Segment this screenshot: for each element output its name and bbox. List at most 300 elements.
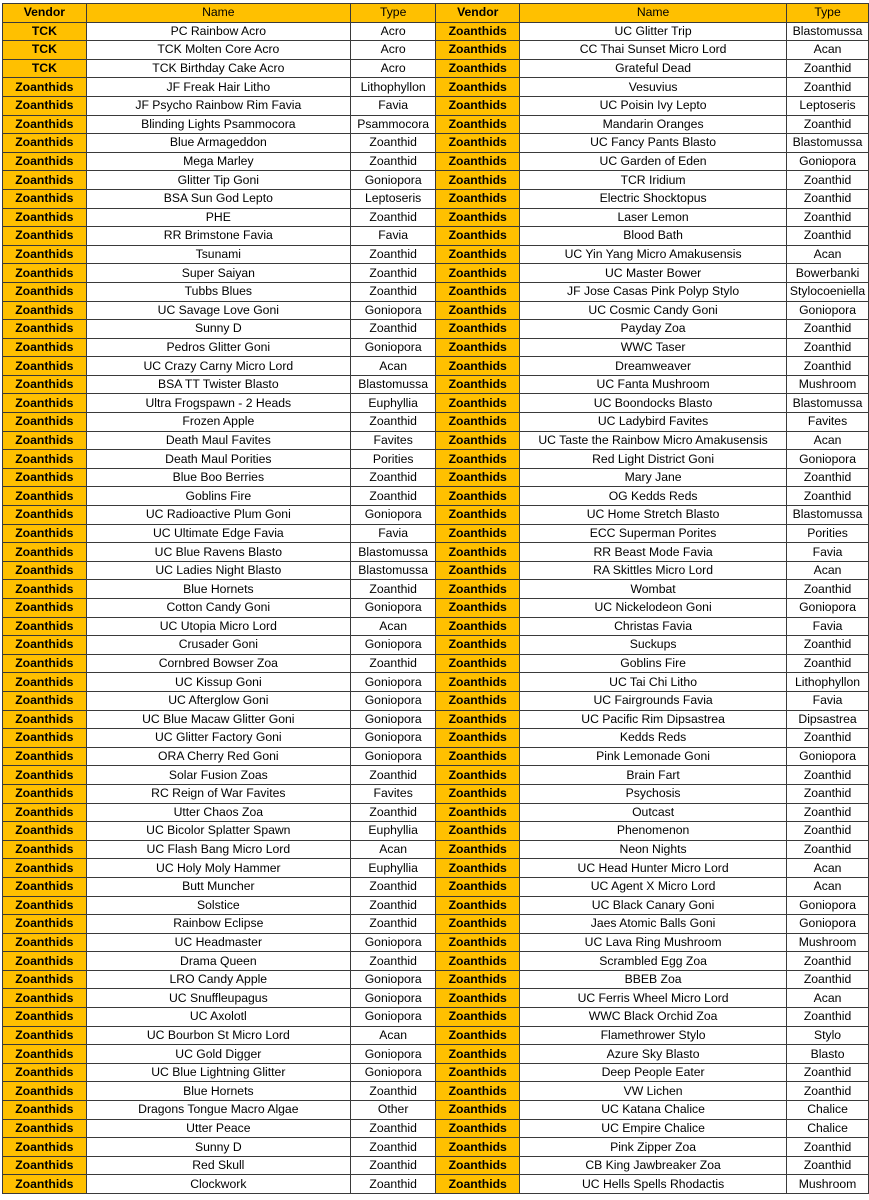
- type-cell: Zoanthid: [350, 896, 435, 915]
- name-cell: UC Ferris Wheel Micro Lord: [520, 989, 787, 1008]
- vendor-cell: Zoanthids: [3, 654, 87, 673]
- type-cell: Zoanthid: [350, 803, 435, 822]
- vendor-cell: TCK: [3, 22, 87, 41]
- type-cell: Zoanthid: [787, 970, 869, 989]
- vendor-cell: Zoanthids: [436, 729, 520, 748]
- name-cell: TCK Birthday Cake Acro: [86, 59, 350, 78]
- table-row: [3, 859, 869, 878]
- type-cell: Zoanthid: [787, 487, 869, 506]
- name-cell: UC Home Stretch Blasto: [520, 506, 787, 525]
- vendor-cell: Zoanthids: [436, 915, 520, 934]
- vendor-cell: Zoanthids: [3, 506, 87, 525]
- vendor-cell: Zoanthids: [3, 747, 87, 766]
- type-cell: Goniopora: [787, 747, 869, 766]
- type-cell: Zoanthid: [787, 729, 869, 748]
- name-cell: RR Brimstone Favia: [86, 227, 350, 246]
- table-row: [3, 784, 869, 803]
- type-cell: Goniopora: [350, 636, 435, 655]
- name-cell: UC Taste the Rainbow Micro Amakusensis: [520, 431, 787, 450]
- vendor-cell: Zoanthids: [3, 208, 87, 227]
- name-cell: BSA TT Twister Blasto: [86, 375, 350, 394]
- vendor-cell: Zoanthids: [3, 859, 87, 878]
- table-row: [3, 394, 869, 413]
- vendor-cell: Zoanthids: [3, 784, 87, 803]
- vendor-cell: Zoanthids: [3, 171, 87, 190]
- vendor-cell: Zoanthids: [436, 96, 520, 115]
- vendor-cell: Zoanthids: [436, 617, 520, 636]
- type-cell: Stylocoeniella: [787, 282, 869, 301]
- type-cell: Zoanthid: [350, 1138, 435, 1157]
- vendor-cell: Zoanthids: [3, 524, 87, 543]
- type-cell: Zoanthid: [787, 1156, 869, 1175]
- type-cell: Zoanthid: [350, 1175, 435, 1194]
- type-cell: Dipsastrea: [787, 710, 869, 729]
- name-cell: UC Boondocks Blasto: [520, 394, 787, 413]
- name-cell: Cornbred Bowser Zoa: [86, 654, 350, 673]
- type-cell: Zoanthid: [350, 152, 435, 171]
- name-cell: Rainbow Eclipse: [86, 915, 350, 934]
- type-cell: Goniopora: [350, 599, 435, 618]
- vendor-cell: Zoanthids: [3, 877, 87, 896]
- table-row: [3, 673, 869, 692]
- table-row: [3, 561, 869, 580]
- type-cell: Zoanthid: [350, 915, 435, 934]
- type-cell: Goniopora: [350, 691, 435, 710]
- name-cell: Drama Queen: [86, 952, 350, 971]
- type-cell: Goniopora: [350, 171, 435, 190]
- header-row: [3, 4, 869, 23]
- vendor-cell: Zoanthids: [436, 41, 520, 60]
- type-cell: Zoanthid: [350, 413, 435, 432]
- table-row: [3, 96, 869, 115]
- type-cell: Zoanthid: [787, 171, 869, 190]
- table-row: [3, 152, 869, 171]
- type-cell: Acan: [787, 561, 869, 580]
- type-cell: Zoanthid: [787, 654, 869, 673]
- name-cell: RA Skittles Micro Lord: [520, 561, 787, 580]
- name-cell: LRO Candy Apple: [86, 970, 350, 989]
- name-cell: JF Freak Hair Litho: [86, 78, 350, 97]
- name-cell: Solar Fusion Zoas: [86, 766, 350, 785]
- type-cell: Goniopora: [350, 989, 435, 1008]
- type-cell: Goniopora: [350, 338, 435, 357]
- vendor-cell: Zoanthids: [436, 1156, 520, 1175]
- vendor-cell: Zoanthids: [3, 543, 87, 562]
- table-row: [3, 189, 869, 208]
- type-cell: Zoanthid: [787, 59, 869, 78]
- name-cell: UC Glitter Factory Goni: [86, 729, 350, 748]
- table-row: [3, 989, 869, 1008]
- type-cell: Leptoseris: [350, 189, 435, 208]
- vendor-cell: Zoanthids: [436, 896, 520, 915]
- vendor-cell: Zoanthids: [3, 301, 87, 320]
- name-cell: Blue Armageddon: [86, 134, 350, 153]
- type-cell: Zoanthid: [787, 1063, 869, 1082]
- vendor-cell: Zoanthids: [436, 710, 520, 729]
- name-cell: Goblins Fire: [520, 654, 787, 673]
- vendor-cell: Zoanthids: [436, 1175, 520, 1194]
- name-cell: UC Poisin Ivy Lepto: [520, 96, 787, 115]
- table-row: [3, 208, 869, 227]
- name-cell: Wombat: [520, 580, 787, 599]
- vendor-cell: Zoanthids: [436, 78, 520, 97]
- vendor-cell: Zoanthids: [436, 189, 520, 208]
- vendor-cell: Zoanthids: [436, 134, 520, 153]
- type-cell: Chalice: [787, 1101, 869, 1120]
- vendor-cell: Zoanthids: [436, 784, 520, 803]
- type-cell: Lithophyllon: [350, 78, 435, 97]
- name-cell: BSA Sun God Lepto: [86, 189, 350, 208]
- vendor-cell: Zoanthids: [436, 338, 520, 357]
- table-row: [3, 264, 869, 283]
- vendor-cell: Zoanthids: [3, 487, 87, 506]
- type-cell: Bowerbanki: [787, 264, 869, 283]
- name-cell: UC Cosmic Candy Goni: [520, 301, 787, 320]
- name-cell: UC Blue Macaw Glitter Goni: [86, 710, 350, 729]
- name-cell: OG Kedds Reds: [520, 487, 787, 506]
- table-row: [3, 171, 869, 190]
- table-row: [3, 468, 869, 487]
- vendor-cell: Zoanthids: [3, 375, 87, 394]
- type-cell: Favia: [787, 543, 869, 562]
- type-cell: Acan: [350, 840, 435, 859]
- vendor-cell: Zoanthids: [3, 431, 87, 450]
- name-cell: CC Thai Sunset Micro Lord: [520, 41, 787, 60]
- vendor-cell: Zoanthids: [3, 691, 87, 710]
- name-cell: Kedds Reds: [520, 729, 787, 748]
- name-cell: Death Maul Porities: [86, 450, 350, 469]
- type-cell: Blastomussa: [787, 394, 869, 413]
- vendor-cell: Zoanthids: [3, 952, 87, 971]
- type-cell: Zoanthid: [350, 1119, 435, 1138]
- name-cell: UC Axolotl: [86, 1008, 350, 1027]
- vendor-cell: Zoanthids: [436, 543, 520, 562]
- name-cell: Blue Boo Berries: [86, 468, 350, 487]
- type-cell: Goniopora: [787, 450, 869, 469]
- type-cell: Acro: [350, 22, 435, 41]
- vendor-cell: Zoanthids: [3, 580, 87, 599]
- vendor-cell: Zoanthids: [3, 803, 87, 822]
- type-cell: Psammocora: [350, 115, 435, 134]
- name-cell: Pink Lemonade Goni: [520, 747, 787, 766]
- name-cell: Christas Favia: [520, 617, 787, 636]
- vendor-cell: Zoanthids: [3, 450, 87, 469]
- type-cell: Mushroom: [787, 375, 869, 394]
- vendor-cell: Zoanthids: [3, 115, 87, 134]
- name-cell: Grateful Dead: [520, 59, 787, 78]
- name-cell: UC Master Bower: [520, 264, 787, 283]
- vendor-cell: Zoanthids: [3, 1156, 87, 1175]
- name-cell: BBEB Zoa: [520, 970, 787, 989]
- table-row: [3, 840, 869, 859]
- vendor-cell: Zoanthids: [436, 375, 520, 394]
- vendor-cell: Zoanthids: [436, 1045, 520, 1064]
- type-cell: Zoanthid: [350, 877, 435, 896]
- name-cell: JF Psycho Rainbow Rim Favia: [86, 96, 350, 115]
- name-cell: UC Pacific Rim Dipsastrea: [520, 710, 787, 729]
- table-row: [3, 487, 869, 506]
- name-cell: UC Hells Spells Rhodactis: [520, 1175, 787, 1194]
- table-row: [3, 710, 869, 729]
- header-type-2: Type: [787, 4, 869, 23]
- type-cell: Zoanthid: [787, 78, 869, 97]
- vendor-cell: Zoanthids: [436, 282, 520, 301]
- vendor-cell: Zoanthids: [436, 561, 520, 580]
- vendor-cell: Zoanthids: [3, 152, 87, 171]
- vendor-cell: Zoanthids: [436, 636, 520, 655]
- name-cell: Vesuvius: [520, 78, 787, 97]
- table-row: [3, 1008, 869, 1027]
- name-cell: Outcast: [520, 803, 787, 822]
- type-cell: Zoanthid: [350, 134, 435, 153]
- type-cell: Zoanthid: [350, 654, 435, 673]
- name-cell: Psychosis: [520, 784, 787, 803]
- type-cell: Acan: [787, 41, 869, 60]
- table-row: [3, 78, 869, 97]
- type-cell: Blastomussa: [787, 134, 869, 153]
- type-cell: Lithophyllon: [787, 673, 869, 692]
- table-row: [3, 1063, 869, 1082]
- vendor-cell: Zoanthids: [436, 1008, 520, 1027]
- vendor-cell: Zoanthids: [3, 78, 87, 97]
- type-cell: Goniopora: [350, 1008, 435, 1027]
- vendor-cell: Zoanthids: [3, 1175, 87, 1194]
- vendor-cell: Zoanthids: [3, 1063, 87, 1082]
- table-row: [3, 636, 869, 655]
- table-row: [3, 970, 869, 989]
- name-cell: UC Katana Chalice: [520, 1101, 787, 1120]
- vendor-cell: Zoanthids: [3, 599, 87, 618]
- name-cell: Brain Fart: [520, 766, 787, 785]
- name-cell: Blue Hornets: [86, 1082, 350, 1101]
- vendor-cell: Zoanthids: [436, 468, 520, 487]
- vendor-cell: Zoanthids: [436, 691, 520, 710]
- type-cell: Acan: [787, 431, 869, 450]
- type-cell: Zoanthid: [350, 282, 435, 301]
- vendor-cell: Zoanthids: [436, 450, 520, 469]
- type-cell: Acro: [350, 41, 435, 60]
- type-cell: Favia: [350, 227, 435, 246]
- vendor-cell: Zoanthids: [436, 840, 520, 859]
- type-cell: Porities: [350, 450, 435, 469]
- vendor-cell: Zoanthids: [3, 729, 87, 748]
- type-cell: Favites: [350, 784, 435, 803]
- name-cell: Death Maul Favites: [86, 431, 350, 450]
- table-row: [3, 747, 869, 766]
- name-cell: PHE: [86, 208, 350, 227]
- table-row: [3, 1138, 869, 1157]
- name-cell: Glitter Tip Goni: [86, 171, 350, 190]
- vendor-cell: Zoanthids: [436, 152, 520, 171]
- table-row: [3, 320, 869, 339]
- table-row: [3, 282, 869, 301]
- type-cell: Goniopora: [787, 896, 869, 915]
- type-cell: Goniopora: [350, 301, 435, 320]
- name-cell: Mega Marley: [86, 152, 350, 171]
- type-cell: Zoanthid: [787, 803, 869, 822]
- name-cell: UC Fancy Pants Blasto: [520, 134, 787, 153]
- name-cell: Cotton Candy Goni: [86, 599, 350, 618]
- name-cell: Sunny D: [86, 1138, 350, 1157]
- name-cell: UC Fairgrounds Favia: [520, 691, 787, 710]
- vendor-cell: Zoanthids: [3, 710, 87, 729]
- type-cell: Goniopora: [787, 915, 869, 934]
- vendor-cell: Zoanthids: [436, 933, 520, 952]
- type-cell: Zoanthid: [787, 784, 869, 803]
- type-cell: Zoanthid: [350, 1082, 435, 1101]
- name-cell: UC Holy Moly Hammer: [86, 859, 350, 878]
- vendor-cell: TCK: [3, 59, 87, 78]
- table-row: [3, 915, 869, 934]
- name-cell: UC Glitter Trip: [520, 22, 787, 41]
- name-cell: Scrambled Egg Zoa: [520, 952, 787, 971]
- vendor-cell: Zoanthids: [436, 115, 520, 134]
- type-cell: Zoanthid: [787, 952, 869, 971]
- vendor-cell: Zoanthids: [436, 822, 520, 841]
- type-cell: Porities: [787, 524, 869, 543]
- vendor-cell: Zoanthids: [436, 952, 520, 971]
- type-cell: Leptoseris: [787, 96, 869, 115]
- name-cell: Tsunami: [86, 245, 350, 264]
- name-cell: UC Fanta Mushroom: [520, 375, 787, 394]
- type-cell: Favites: [350, 431, 435, 450]
- name-cell: Deep People Eater: [520, 1063, 787, 1082]
- vendor-cell: Zoanthids: [436, 506, 520, 525]
- type-cell: Zoanthid: [350, 320, 435, 339]
- table-row: [3, 877, 869, 896]
- name-cell: Butt Muncher: [86, 877, 350, 896]
- type-cell: Zoanthid: [787, 840, 869, 859]
- vendor-cell: Zoanthids: [436, 1026, 520, 1045]
- name-cell: UC Savage Love Goni: [86, 301, 350, 320]
- type-cell: Goniopora: [350, 1045, 435, 1064]
- name-cell: Blue Hornets: [86, 580, 350, 599]
- type-cell: Zoanthid: [350, 264, 435, 283]
- vendor-cell: Zoanthids: [436, 580, 520, 599]
- name-cell: UC Head Hunter Micro Lord: [520, 859, 787, 878]
- type-cell: Zoanthid: [350, 487, 435, 506]
- type-cell: Acro: [350, 59, 435, 78]
- vendor-cell: Zoanthids: [436, 394, 520, 413]
- type-cell: Zoanthid: [350, 468, 435, 487]
- vendor-cell: Zoanthids: [436, 487, 520, 506]
- name-cell: TCK Molten Core Acro: [86, 41, 350, 60]
- type-cell: Acan: [787, 877, 869, 896]
- vendor-cell: Zoanthids: [436, 208, 520, 227]
- vendor-cell: Zoanthids: [3, 1119, 87, 1138]
- table-row: [3, 1045, 869, 1064]
- table-row: [3, 22, 869, 41]
- vendor-cell: Zoanthids: [436, 766, 520, 785]
- table-row: [3, 1119, 869, 1138]
- table-row: [3, 1082, 869, 1101]
- name-cell: ECC Superman Porites: [520, 524, 787, 543]
- name-cell: Frozen Apple: [86, 413, 350, 432]
- table-row: [3, 580, 869, 599]
- vendor-cell: Zoanthids: [3, 96, 87, 115]
- vendor-cell: Zoanthids: [3, 840, 87, 859]
- name-cell: UC Yin Yang Micro Amakusensis: [520, 245, 787, 264]
- type-cell: Favites: [787, 413, 869, 432]
- name-cell: UC Blue Lightning Glitter: [86, 1063, 350, 1082]
- name-cell: VW Lichen: [520, 1082, 787, 1101]
- table-body: [3, 22, 869, 1193]
- type-cell: Zoanthid: [787, 115, 869, 134]
- table-row: [3, 506, 869, 525]
- name-cell: Mandarin Oranges: [520, 115, 787, 134]
- vendor-cell: Zoanthids: [436, 1119, 520, 1138]
- type-cell: Zoanthid: [787, 1008, 869, 1027]
- name-cell: Laser Lemon: [520, 208, 787, 227]
- vendor-cell: Zoanthids: [436, 264, 520, 283]
- table-row: [3, 952, 869, 971]
- name-cell: UC Utopia Micro Lord: [86, 617, 350, 636]
- type-cell: Mushroom: [787, 1175, 869, 1194]
- name-cell: Blinding Lights Psammocora: [86, 115, 350, 134]
- vendor-cell: Zoanthids: [3, 245, 87, 264]
- vendor-cell: Zoanthids: [3, 1138, 87, 1157]
- name-cell: Electric Shocktopus: [520, 189, 787, 208]
- type-cell: Goniopora: [350, 747, 435, 766]
- vendor-cell: Zoanthids: [3, 1082, 87, 1101]
- name-cell: Utter Chaos Zoa: [86, 803, 350, 822]
- type-cell: Goniopora: [350, 710, 435, 729]
- type-cell: Stylo: [787, 1026, 869, 1045]
- name-cell: Jaes Atomic Balls Goni: [520, 915, 787, 934]
- table-row: [3, 896, 869, 915]
- table-row: [3, 450, 869, 469]
- vendor-cell: Zoanthids: [436, 245, 520, 264]
- vendor-cell: Zoanthids: [436, 320, 520, 339]
- type-cell: Zoanthid: [787, 822, 869, 841]
- table-row: [3, 729, 869, 748]
- type-cell: Zoanthid: [787, 320, 869, 339]
- name-cell: UC Bicolor Splatter Spawn: [86, 822, 350, 841]
- vendor-cell: Zoanthids: [436, 1063, 520, 1082]
- name-cell: UC Ladybird Favites: [520, 413, 787, 432]
- type-cell: Zoanthid: [787, 468, 869, 487]
- table-row: [3, 227, 869, 246]
- vendor-cell: Zoanthids: [3, 933, 87, 952]
- vendor-cell: Zoanthids: [3, 561, 87, 580]
- name-cell: UC Ultimate Edge Favia: [86, 524, 350, 543]
- table-row: [3, 691, 869, 710]
- vendor-cell: Zoanthids: [3, 338, 87, 357]
- table-row: [3, 599, 869, 618]
- name-cell: UC Flash Bang Micro Lord: [86, 840, 350, 859]
- table-row: [3, 803, 869, 822]
- type-cell: Mushroom: [787, 933, 869, 952]
- type-cell: Goniopora: [787, 599, 869, 618]
- name-cell: UC Blue Ravens Blasto: [86, 543, 350, 562]
- vendor-cell: Zoanthids: [3, 989, 87, 1008]
- vendor-cell: Zoanthids: [436, 1082, 520, 1101]
- type-cell: Zoanthid: [787, 208, 869, 227]
- name-cell: WWC Black Orchid Zoa: [520, 1008, 787, 1027]
- type-cell: Zoanthid: [787, 1138, 869, 1157]
- type-cell: Goniopora: [350, 506, 435, 525]
- name-cell: Crusader Goni: [86, 636, 350, 655]
- name-cell: Dreamweaver: [520, 357, 787, 376]
- type-cell: Blastomussa: [350, 561, 435, 580]
- vendor-cell: Zoanthids: [436, 524, 520, 543]
- vendor-cell: Zoanthids: [3, 357, 87, 376]
- type-cell: Blasto: [787, 1045, 869, 1064]
- type-cell: Euphyllia: [350, 394, 435, 413]
- table-row: [3, 59, 869, 78]
- name-cell: Suckups: [520, 636, 787, 655]
- vendor-cell: Zoanthids: [436, 1101, 520, 1120]
